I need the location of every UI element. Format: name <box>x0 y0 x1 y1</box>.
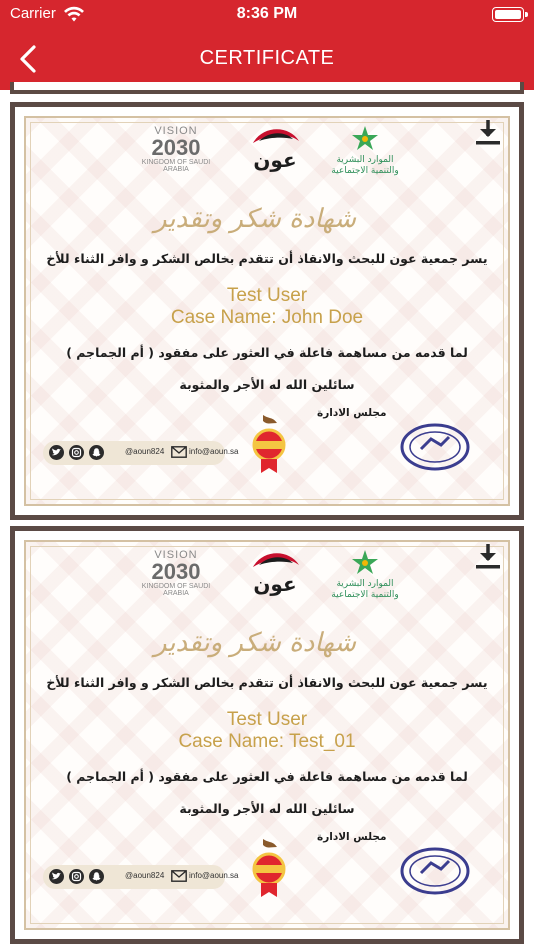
certificate-list[interactable] <box>0 90 534 950</box>
cert-blessing-text: سائلين الله له الأجر والمثوبة <box>179 377 355 392</box>
vision-label: VISION <box>154 549 198 561</box>
status-bar <box>0 0 534 30</box>
social-handle: @aoun824 <box>125 871 165 880</box>
calligraphy-text: شهادة شكر وتقدير <box>153 628 357 658</box>
hr-logo-line1: الموارد البشرية <box>336 579 394 589</box>
certificate-card[interactable] <box>10 526 524 944</box>
cert-user-name: Test User <box>226 285 308 306</box>
calligraphy-title <box>153 609 357 671</box>
calligraphy-text: شهادة شكر وتقدير <box>153 204 357 234</box>
star-icon <box>345 549 385 575</box>
previous-certificate-card <box>10 82 524 94</box>
hr-logo-line1: الموارد البشرية <box>336 155 394 165</box>
cert-case-name: Case Name: Test_01 <box>178 731 356 752</box>
cert-blessing-text: سائلين الله له الأجر والمثوبة <box>179 801 355 816</box>
aoun-logo <box>245 121 305 181</box>
award-badge-icon <box>249 837 289 899</box>
cert-contribution-text: لما قدمه من مساهمة فاعلة في العثور على مفقود ( أم الجماجم ) <box>66 345 468 360</box>
battery-icon <box>492 7 524 22</box>
award-badge-icon <box>249 413 289 475</box>
vision-2030-logo <box>133 125 219 185</box>
vision-subtitle: KINGDOM OF SAUDI ARABIA <box>141 159 211 173</box>
hr-ministry-logo <box>315 549 415 609</box>
instagram-icon <box>69 869 84 884</box>
vision-year: 2030 <box>151 559 201 584</box>
app-header <box>0 0 534 90</box>
aoun-logo-text: عون <box>253 572 297 596</box>
cert-board-signature: مجلس الادارة <box>317 407 387 419</box>
cert-board-signature: مجلس الادارة <box>317 831 387 843</box>
aoun-logo <box>245 545 305 605</box>
social-bar <box>43 441 239 465</box>
vision-year: 2030 <box>151 135 201 160</box>
hr-logo-line2: والتنمية الاجتماعية <box>331 590 399 600</box>
calligraphy-title <box>153 185 357 247</box>
star-icon <box>345 125 385 151</box>
carrier-label: Carrier <box>10 5 56 22</box>
mail-icon <box>171 446 187 458</box>
contact-email: info@aoun.sa <box>189 447 239 456</box>
certificate-image <box>15 531 519 939</box>
hr-logo-line2: والتنمية الاجتماعية <box>331 166 399 176</box>
vision-label: VISION <box>154 125 198 137</box>
vision-subtitle: KINGDOM OF SAUDI ARABIA <box>141 583 211 597</box>
aoun-logo-text: عون <box>253 148 297 172</box>
clock-time: 8:36 PM <box>236 5 298 22</box>
official-seal-stamp <box>399 845 471 897</box>
download-icon[interactable] <box>473 117 503 147</box>
cert-user-name: Test User <box>226 709 308 730</box>
cert-contribution-text: لما قدمه من مساهمة فاعلة في العثور على مفقود ( أم الجماجم ) <box>66 769 468 784</box>
twitter-icon <box>49 445 64 460</box>
cert-case-name: Case Name: John Doe <box>170 307 364 328</box>
mail-icon <box>171 870 187 882</box>
download-icon[interactable] <box>473 541 503 571</box>
contact-email: info@aoun.sa <box>189 871 239 880</box>
snapchat-icon <box>89 869 104 884</box>
cert-intro-text: يسر جمعية عون للبحث والانقاذ أن تتقدم بخالص الشكر و وافر الثناء للأخ <box>46 675 488 690</box>
official-seal-stamp <box>399 421 471 473</box>
hr-ministry-logo <box>315 125 415 185</box>
cert-intro-text: يسر جمعية عون للبحث والانقاذ أن تتقدم بخالص الشكر و وافر الثناء للأخ <box>46 251 488 266</box>
twitter-icon <box>49 869 64 884</box>
social-handle: @aoun824 <box>125 447 165 456</box>
instagram-icon <box>69 445 84 460</box>
certificate-image <box>15 107 519 515</box>
vision-2030-logo <box>133 549 219 609</box>
snapchat-icon <box>89 445 104 460</box>
certificate-card[interactable] <box>10 102 524 520</box>
page-title: CERTIFICATE <box>199 47 335 69</box>
social-bar <box>43 865 239 889</box>
